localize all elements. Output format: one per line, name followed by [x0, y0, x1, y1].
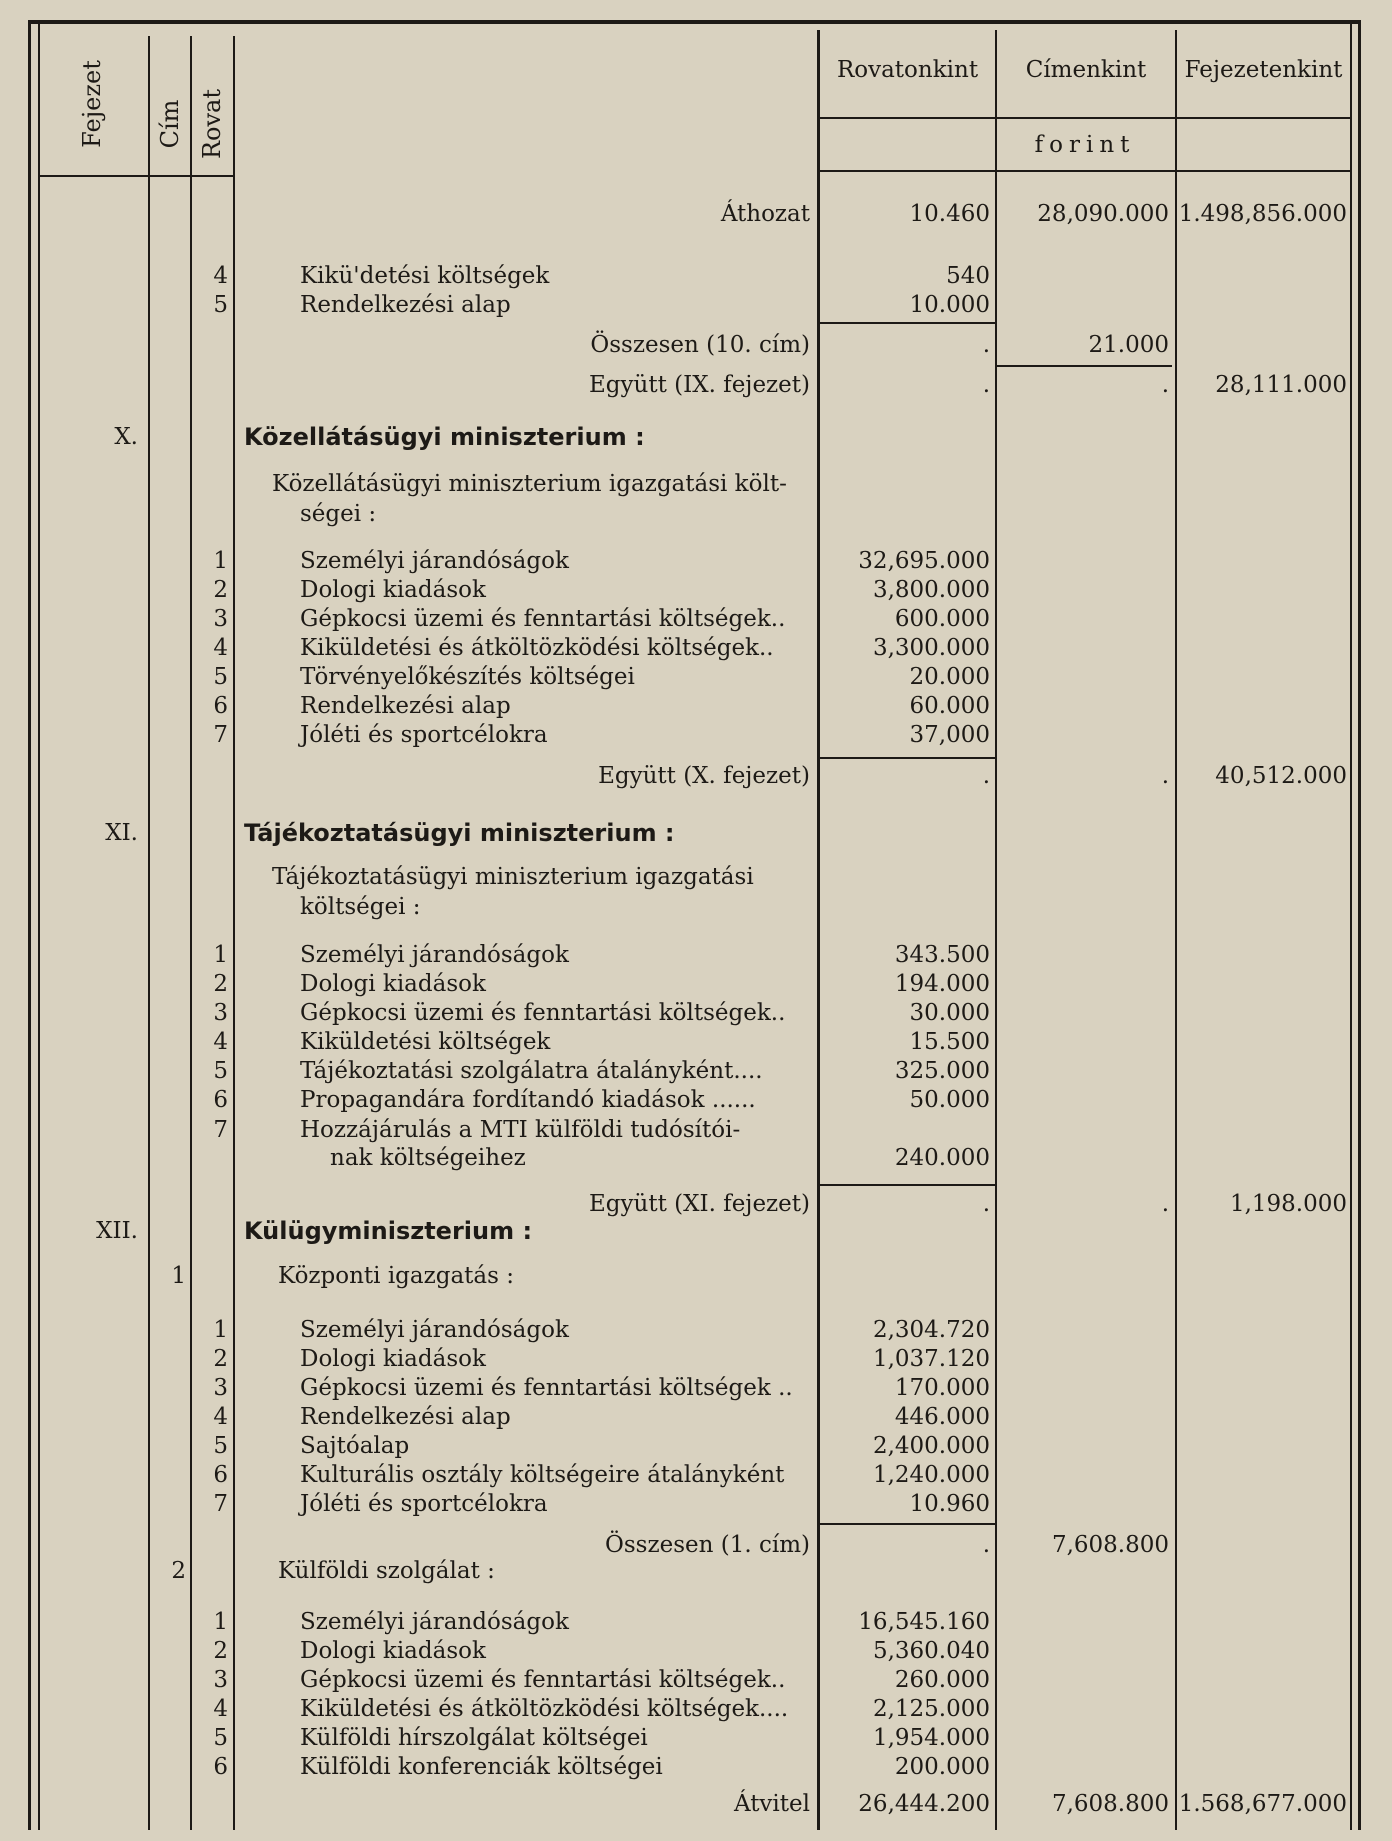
rovat-number: 6 — [213, 693, 228, 719]
item-label: Jóléti és sportcélokra — [300, 722, 548, 748]
total-label: Együtt (IX. fejezet) — [589, 372, 810, 398]
value-fejezetenkint: 1,198.000 — [1229, 1191, 1347, 1217]
value-rovatonkint: 60.000 — [909, 693, 990, 719]
rovat-number: 3 — [213, 1000, 228, 1026]
value-rovatonkint: 343.500 — [894, 942, 990, 968]
value-rovatonkint: 10.460 — [909, 201, 990, 227]
value-rovatonkint: 32,695.000 — [858, 548, 990, 574]
rovat-number: 2 — [213, 1346, 228, 1372]
item-label: Dologi kiadások — [300, 577, 486, 603]
subsection-label-cont: ségei : — [300, 501, 377, 527]
subsection-label: Közellátásügyi miniszterium igazgatási költ- — [272, 471, 787, 497]
item-label: Dologi kiadások — [300, 1346, 486, 1372]
value-rovatonkint: 600.000 — [894, 606, 990, 632]
rovat-number: 4 — [213, 1029, 228, 1055]
item-label: Dologi kiadások — [300, 971, 486, 997]
subtotal-rule — [820, 757, 995, 759]
item-label: Kiküldetési és átköltözködési költségek.... — [300, 1696, 789, 1722]
value-cimenkint: . — [1161, 1191, 1169, 1217]
header-rovat: Rovat — [198, 88, 226, 160]
rovat-number: 2 — [213, 971, 228, 997]
value-rovatonkint: 1,240.000 — [872, 1462, 990, 1488]
cim-number: 2 — [171, 1558, 186, 1584]
item-label: Külföldi hírszolgálat költségei — [300, 1725, 648, 1751]
value-rovatonkint: 2,125.000 — [872, 1696, 990, 1722]
header-cimenkint: Címenkint — [1025, 57, 1147, 83]
value-cimenkint: 7,608.800 — [1051, 1532, 1169, 1558]
item-label: Kikü'detési költségek — [300, 263, 550, 289]
value-rovatonkint: 10.000 — [909, 292, 990, 318]
value-rovatonkint: 325.000 — [894, 1058, 990, 1084]
value-rovatonkint: 2,400.000 — [872, 1433, 990, 1459]
item-label: Kulturális osztály költségeire átalányként — [300, 1462, 785, 1488]
item-label: Gépkocsi üzemi és fenntartási költségek.. — [300, 606, 786, 632]
item-label: Kiküldetési és átköltözködési költségek.. — [300, 635, 774, 661]
section-heading: Külügyminiszterium : — [244, 1217, 533, 1245]
item-label: Gépkocsi üzemi és fenntartási költségek.. — [300, 1000, 786, 1026]
subsection-label: Központi igazgatás : — [278, 1263, 514, 1289]
total-label: Együtt (XI. fejezet) — [589, 1191, 810, 1217]
value-rovatonkint: 5,360.040 — [872, 1638, 990, 1664]
total-label: Együtt (X. fejezet) — [598, 763, 810, 789]
value-rovatonkint: 200.000 — [894, 1754, 990, 1780]
col-divider-rovatonkint — [995, 30, 997, 1830]
subsection-label: Külföldi szolgálat : — [278, 1558, 495, 1584]
rovat-number: 4 — [213, 1696, 228, 1722]
header-rovatonkint: Rovatonkint — [836, 57, 979, 83]
value-fejezetenkint: 40,512.000 — [1215, 763, 1347, 789]
rovat-number: 7 — [213, 1491, 228, 1517]
subtotal-rule — [820, 322, 995, 324]
subtotal-rule — [997, 365, 1172, 367]
value-rovatonkint: . — [982, 1191, 990, 1217]
col-divider-rovat — [233, 36, 235, 1830]
value-rovatonkint: 20.000 — [909, 664, 990, 690]
value-cimenkint: 7,608.800 — [1051, 1791, 1169, 1817]
rovat-number: 5 — [213, 1725, 228, 1751]
item-label: Személyi járandóságok — [300, 548, 569, 574]
total-label: Átvitel — [733, 1791, 810, 1817]
fejezet-number: XI. — [105, 820, 138, 846]
top-border — [30, 20, 1360, 24]
value-rovatonkint: . — [982, 332, 990, 358]
rovat-number: 2 — [213, 1638, 228, 1664]
left-border-inner — [38, 24, 40, 1830]
value-rovatonkint: 1,954.000 — [872, 1725, 990, 1751]
value-fejezetenkint: 1.498,856.000 — [1178, 201, 1347, 227]
rovat-number: 4 — [213, 635, 228, 661]
value-rovatonkint: 540 — [946, 263, 990, 289]
total-label: Összesen (10. cím) — [590, 332, 810, 358]
rovat-number: 1 — [213, 1609, 228, 1635]
item-label: Rendelkezési alap — [300, 1404, 511, 1430]
subsection-label: Tájékoztatásügyi miniszterium igazgatási — [272, 864, 754, 890]
cim-number: 1 — [171, 1263, 186, 1289]
section-heading: Tájékoztatásügyi miniszterium : — [244, 819, 675, 847]
value-rovatonkint: 37,000 — [909, 722, 990, 748]
value-rovatonkint: . — [982, 1532, 990, 1558]
right-border-inner — [1350, 24, 1352, 1830]
total-label: Áthozat — [720, 201, 810, 227]
value-rovatonkint: 2,304.720 — [872, 1317, 990, 1343]
value-rovatonkint: . — [982, 372, 990, 398]
header-fejezet: Fejezet — [78, 60, 106, 148]
value-rovatonkint: 16,545.160 — [858, 1609, 990, 1635]
item-label: Hozzájárulás a MTI külföldi tudósítói- — [300, 1117, 741, 1143]
subsection-label-cont: költségei : — [300, 894, 421, 920]
item-label: Tájékoztatási szolgálatra átalányként.... — [300, 1058, 763, 1084]
value-rovatonkint: . — [982, 763, 990, 789]
value-rovatonkint: 240.000 — [894, 1145, 990, 1171]
subtotal-rule — [820, 1523, 995, 1525]
item-label-cont: nak költségeihez — [330, 1145, 526, 1171]
rovat-number: 6 — [213, 1462, 228, 1488]
rovat-number: 6 — [213, 1754, 228, 1780]
value-rovatonkint: 10.960 — [909, 1491, 990, 1517]
value-cimenkint: . — [1161, 763, 1169, 789]
rovat-number: 4 — [213, 1404, 228, 1430]
item-label: Személyi járandóságok — [300, 1609, 569, 1635]
rovat-number: 2 — [213, 577, 228, 603]
header-cim: Cím — [156, 99, 184, 149]
subtotal-rule — [820, 1184, 995, 1186]
item-label: Sajtóalap — [300, 1433, 410, 1459]
rovat-number: 5 — [213, 292, 228, 318]
rovat-number: 4 — [213, 263, 228, 289]
value-cimenkint: 21.000 — [1088, 332, 1169, 358]
total-label: Összesen (1. cím) — [605, 1532, 810, 1558]
rovat-number: 1 — [213, 548, 228, 574]
value-rovatonkint: 170.000 — [894, 1375, 990, 1401]
rovat-number: 1 — [213, 1317, 228, 1343]
value-rovatonkint: 194.000 — [894, 971, 990, 997]
item-label: Gépkocsi üzemi és fenntartási költségek.. — [300, 1667, 786, 1693]
value-rovatonkint: 1,037.120 — [872, 1346, 990, 1372]
rovat-number: 7 — [213, 722, 228, 748]
rovat-number: 5 — [213, 664, 228, 690]
rovat-number: 3 — [213, 1375, 228, 1401]
value-rovatonkint: 446.000 — [894, 1404, 990, 1430]
item-label: Törvényelőkészítés költségei — [300, 664, 635, 690]
rovat-number: 6 — [213, 1087, 228, 1113]
fejezet-number: XII. — [96, 1218, 138, 1244]
col-divider-cimenkint — [1175, 30, 1177, 1830]
value-rovatonkint: 260.000 — [894, 1667, 990, 1693]
value-rovatonkint: 50.000 — [909, 1087, 990, 1113]
item-label: Személyi járandóságok — [300, 942, 569, 968]
header-unit: forint — [1034, 132, 1136, 158]
header-mid-line — [818, 117, 1352, 119]
value-rovatonkint: 26,444.200 — [858, 1791, 990, 1817]
item-label: Kiküldetési költségek — [300, 1029, 551, 1055]
item-label: Gépkocsi üzemi és fenntartási költségek .. — [300, 1375, 793, 1401]
value-fejezetenkint: 1.568,677.000 — [1178, 1791, 1347, 1817]
rovat-number: 5 — [213, 1433, 228, 1459]
right-border-outer — [1358, 20, 1361, 1830]
value-cimenkint: . — [1161, 372, 1169, 398]
item-label: Személyi járandóságok — [300, 1317, 569, 1343]
item-label: Rendelkezési alap — [300, 292, 511, 318]
rovat-number: 7 — [213, 1117, 228, 1143]
item-label: Rendelkezési alap — [300, 693, 511, 719]
section-heading: Közellátásügyi miniszterium : — [244, 423, 645, 451]
value-rovatonkint: 15.500 — [909, 1029, 990, 1055]
fejezet-number: X. — [114, 424, 138, 450]
header-fejezetenkint: Fejezetenkint — [1184, 57, 1343, 83]
item-label: Jóléti és sportcélokra — [300, 1491, 548, 1517]
item-label: Dologi kiadások — [300, 1638, 486, 1664]
rovat-number: 5 — [213, 1058, 228, 1084]
value-cimenkint: 28,090.000 — [1037, 201, 1169, 227]
header-bottom-right — [818, 170, 1352, 172]
value-rovatonkint: 30.000 — [909, 1000, 990, 1026]
value-fejezetenkint: 28,111.000 — [1215, 372, 1347, 398]
left-border-outer — [28, 20, 31, 1830]
rovat-number: 3 — [213, 1667, 228, 1693]
rovat-number: 3 — [213, 606, 228, 632]
item-label: Propagandára fordítandó kiadások ...... — [300, 1087, 756, 1113]
item-label: Külföldi konferenciák költségei — [300, 1754, 663, 1780]
value-rovatonkint: 3,800.000 — [872, 577, 990, 603]
rovat-number: 1 — [213, 942, 228, 968]
value-rovatonkint: 3,300.000 — [872, 635, 990, 661]
